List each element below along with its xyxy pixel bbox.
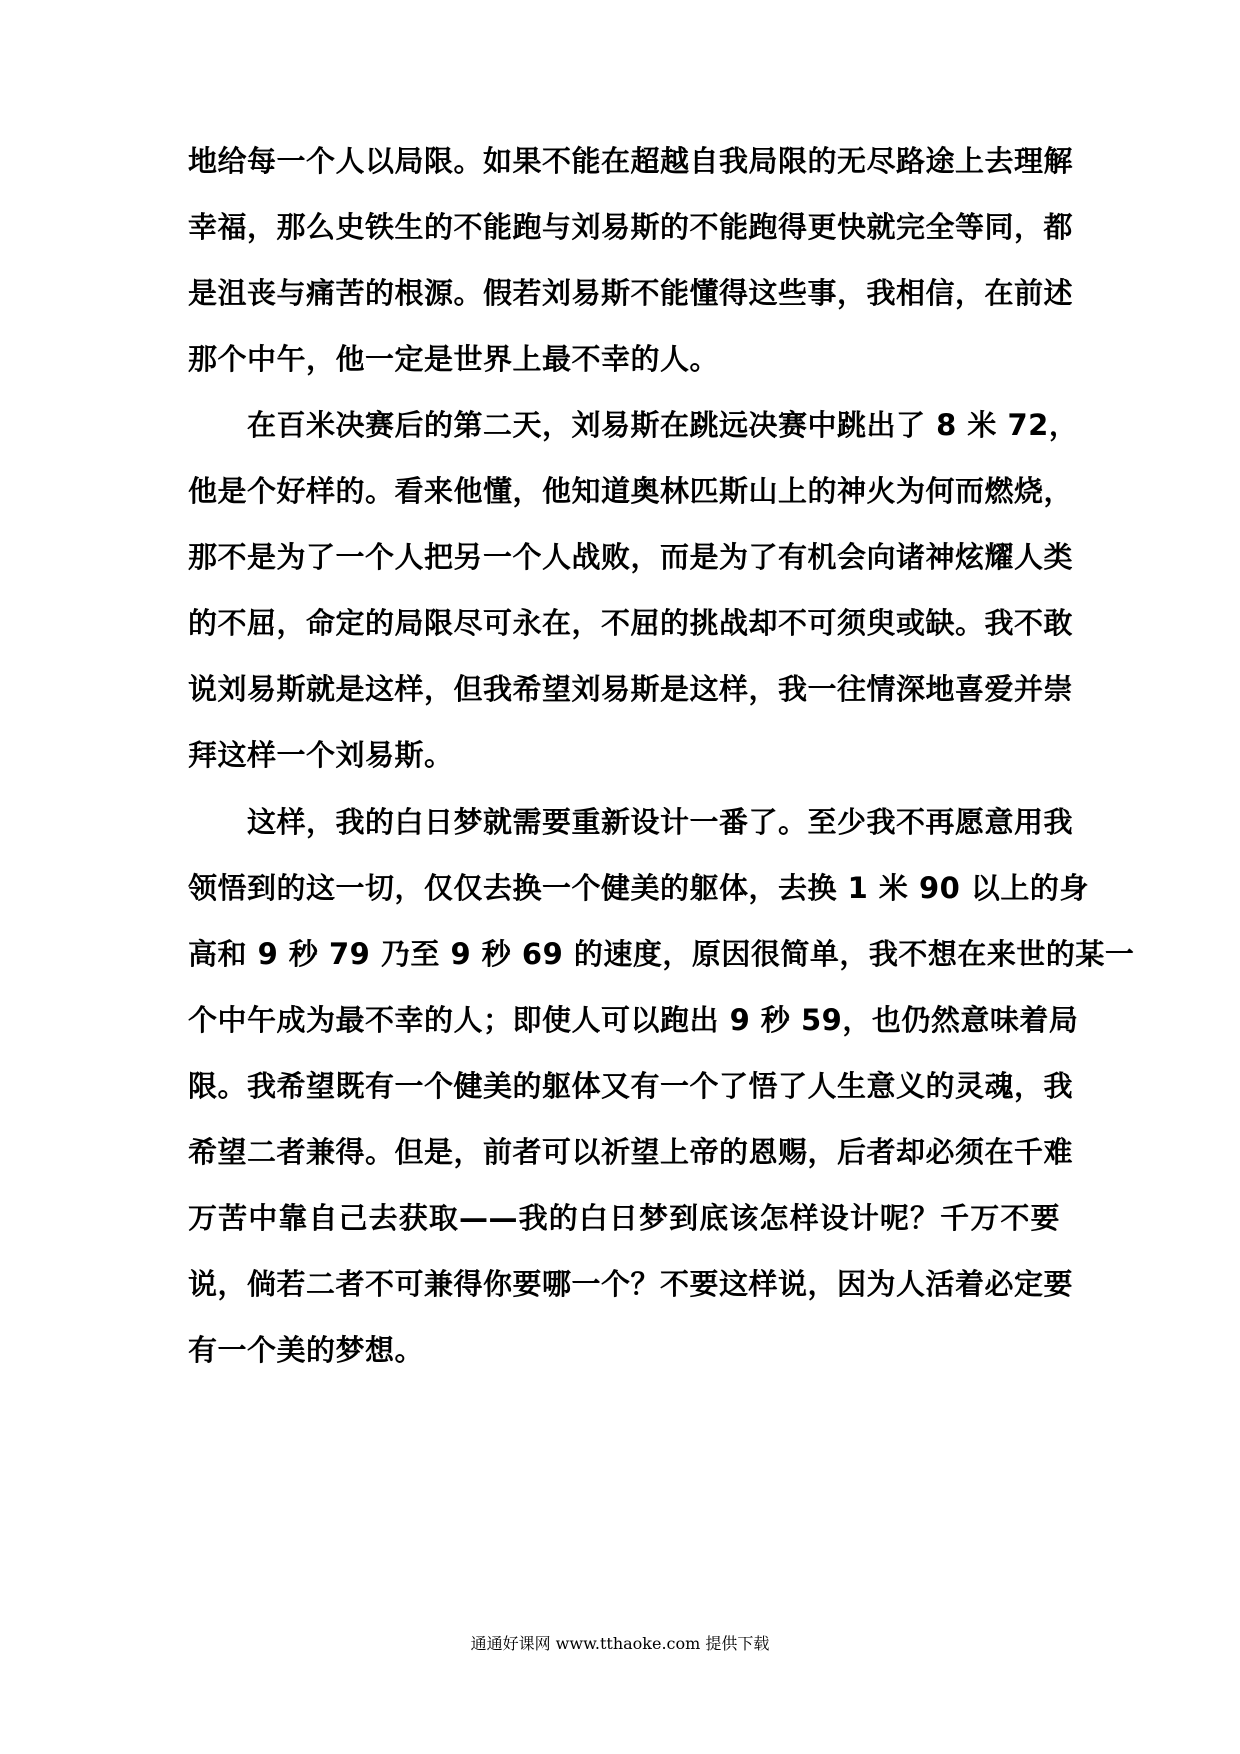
text-line: 是沮丧与痛苦的根源。假若刘易斯不能懂得这些事，我相信，在前述 <box>188 276 1074 310</box>
text-line: 万苦中靠自己去获取——我的白日梦到底该怎样设计呢？千万不要 <box>188 1201 1060 1235</box>
text-line: 那不是为了一个人把另一个人战败，而是为了有机会向诸神炫耀人类 <box>188 540 1074 574</box>
text-line: 地给每一个人以局限。如果不能在超越自我局限的无尽路途上去理解 <box>188 144 1074 178</box>
text-line: 那个中午，他一定是世界上最不幸的人。 <box>188 342 720 376</box>
text-line: 个中午成为最不幸的人；即使人可以跑出 9 秒 59，也仍然意味着局 <box>188 1003 1079 1037</box>
text-line: 限。我希望既有一个健美的躯体又有一个了悟了人生意义的灵魂，我 <box>188 1069 1074 1103</box>
text-line: 说，倘若二者不可兼得你要哪一个？不要这样说，因为人活着必定要 <box>188 1267 1074 1301</box>
text-line: 希望二者兼得。但是，前者可以祈望上帝的恩赐，后者却必须在千难 <box>188 1135 1074 1169</box>
text-line: 说刘易斯就是这样，但我希望刘易斯是这样，我一往情深地喜爱并崇 <box>188 672 1074 706</box>
text-line: 他是个好样的。看来他懂，他知道奥林匹斯山上的神火为何而燃烧， <box>188 474 1074 508</box>
text-line: 有一个美的梦想。 <box>188 1333 425 1367</box>
text-line: 的不屈，命定的局限尽可永在，不屈的挑战却不可须臾或缺。我不敢 <box>188 606 1074 640</box>
text-line: 高和 9 秒 79 乃至 9 秒 69 的速度，原因很简单，我不想在来世的某一 <box>188 937 1135 971</box>
text-line: 在百米决赛后的第二天，刘易斯在跳远决赛中跳出了 8 米 72， <box>188 408 1079 442</box>
text-line: 领悟到的这一切，仅仅去换一个健美的躯体，去换 1 米 90 以上的身 <box>188 871 1089 905</box>
text-line: 这样，我的白日梦就需要重新设计一番了。至少我不再愿意用我 <box>188 805 1074 839</box>
text-line: 幸福，那么史铁生的不能跑与刘易斯的不能跑得更快就完全等同，都 <box>188 210 1074 244</box>
text-line: 拜这样一个刘易斯。 <box>188 738 454 772</box>
page-footer: 通通好课网 www.tthaoke.com 提供下载 <box>470 1634 770 1653</box>
